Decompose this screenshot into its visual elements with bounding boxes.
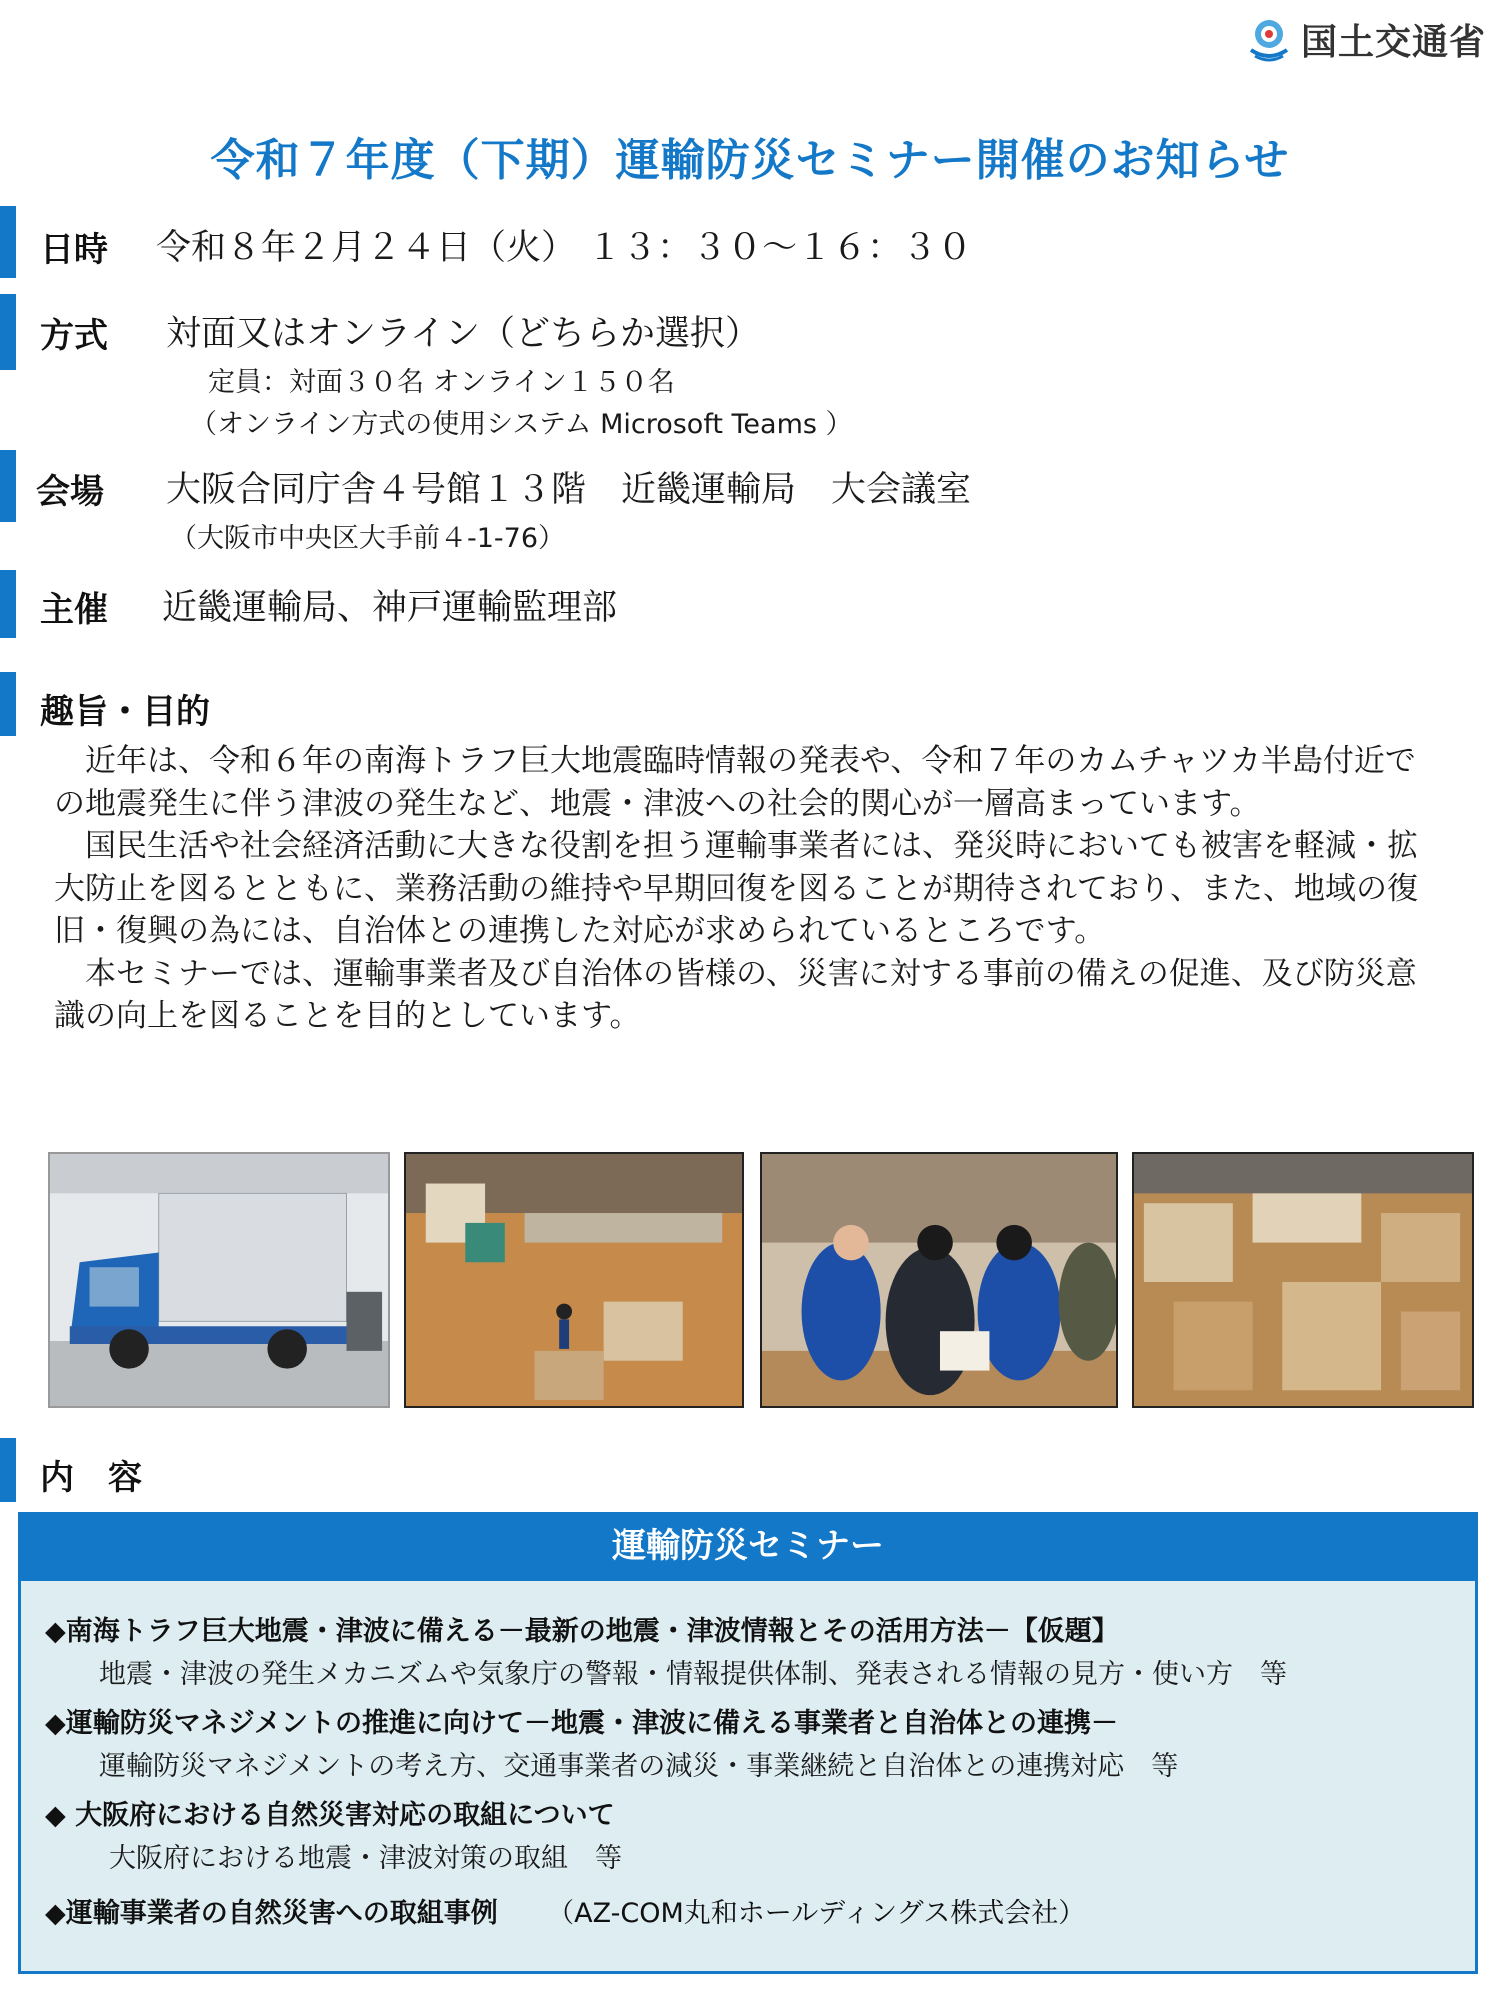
venue-value: 大阪合同庁舎４号館１３階 近畿運輸局 大会議室	[166, 470, 972, 510]
content-section	[0, 1438, 1500, 1502]
purpose-paragraph: 本セミナーでは、運輸事業者及び自治体の皆様の、災害に対する事前の備えの促進、及び防災意識の向上を図ることを目的としています。	[54, 955, 1417, 1034]
section-bar	[0, 570, 16, 638]
agenda-item-desc: 運輸防災マネジメントの考え方、交通事業者の減災・事業継続と自治体との連携対応 等	[99, 1751, 1179, 1782]
capacity-text: 定員：対面３０名 オンライン１５０名	[208, 367, 675, 398]
purpose-paragraph: 近年は、令和６年の南海トラフ巨大地震臨時情報の発表や、令和７年のカムチャツカ半島付近での地震発生に伴う津波の発生など、地震・津波への社会的関心が一層高まっています。	[54, 743, 1416, 822]
organizer-value: 近畿運輸局、神戸運輸監理部	[162, 588, 618, 628]
agenda-item	[45, 1701, 1178, 1783]
agenda-item-desc: 地震・津波の発生メカニズムや気象庁の警報・情報提供体制、発表される情報の見方・使い方 等	[99, 1659, 1287, 1690]
datetime-section	[0, 206, 1500, 278]
organizer-label: 主催	[40, 590, 108, 630]
purpose-paragraph: 国民生活や社会経済活動に大きな役割を担う運輸事業者には、発災時においても被害を軽減・拡大防止を図るとともに、業務活動の維持や早期回復を図ることが期待されており、また、地域の復旧・復興の為には、自治体との連携した対応が求められているところです。	[54, 828, 1418, 949]
boxes-storage-photo	[1132, 1152, 1474, 1408]
agenda-item-organization: （AZ-COM丸和ホールディングス株式会社）	[547, 1898, 1086, 1929]
section-bar	[0, 450, 16, 522]
seminar-box-title: 運輸防災セミナー	[21, 1515, 1475, 1581]
section-bar	[0, 1438, 16, 1502]
section-bar	[0, 672, 16, 736]
venue-address: （大阪市中央区大手前４-1-76）	[170, 523, 566, 554]
datetime-value: 令和８年２月２４日（火） １３：３０～１６：３０	[156, 228, 973, 268]
purpose-text	[54, 740, 1434, 1038]
agenda-item-desc: 大阪府における地震・津波対策の取組 等	[109, 1843, 622, 1874]
content-label: 内 容	[40, 1458, 142, 1498]
agenda-item-title-row	[45, 1891, 1085, 1930]
agenda-item	[45, 1609, 1287, 1691]
ministry-logo	[1245, 14, 1486, 65]
venue-section	[0, 450, 1500, 560]
truck-photo	[48, 1152, 390, 1408]
method-section	[0, 294, 1500, 444]
agenda-item-title: ◆運輸防災マネジメントの推進に向けて－地震・津波に備える事業者と自治体との連携－	[45, 1708, 1118, 1739]
datetime-label: 日時	[40, 230, 108, 270]
method-label: 方式	[40, 316, 108, 356]
agenda-item	[45, 1793, 622, 1875]
method-value: 対面又はオンライン（どちらか選択）	[166, 314, 760, 354]
venue-label: 会場	[36, 472, 104, 512]
agenda-item-title: ◆ 大阪府における自然災害対応の取組について	[45, 1800, 615, 1831]
section-bar	[0, 294, 16, 370]
ministry-name: 国土交通省	[1300, 22, 1486, 63]
agenda-item-title: ◆運輸事業者の自然災害への取組事例	[45, 1898, 498, 1929]
mlit-logo-icon	[1245, 16, 1293, 64]
gym-supplies-photo	[404, 1152, 744, 1408]
purpose-label: 趣旨・目的	[40, 692, 210, 732]
section-bar	[0, 206, 16, 278]
system-text: （オンライン方式の使用システム Microsoft Teams ）	[190, 409, 853, 440]
agenda-item	[45, 1891, 1085, 1930]
purpose-section	[0, 672, 1500, 736]
organizer-section	[0, 570, 1500, 638]
seminar-box	[18, 1512, 1478, 1974]
page-title: 令和７年度（下期）運輸防災セミナー開催のお知らせ	[210, 135, 1290, 186]
agenda-item-title: ◆南海トラフ巨大地震・津波に備える－最新の地震・津波情報とその活用方法－【仮題】	[45, 1616, 1119, 1647]
staff-meeting-photo	[760, 1152, 1118, 1408]
